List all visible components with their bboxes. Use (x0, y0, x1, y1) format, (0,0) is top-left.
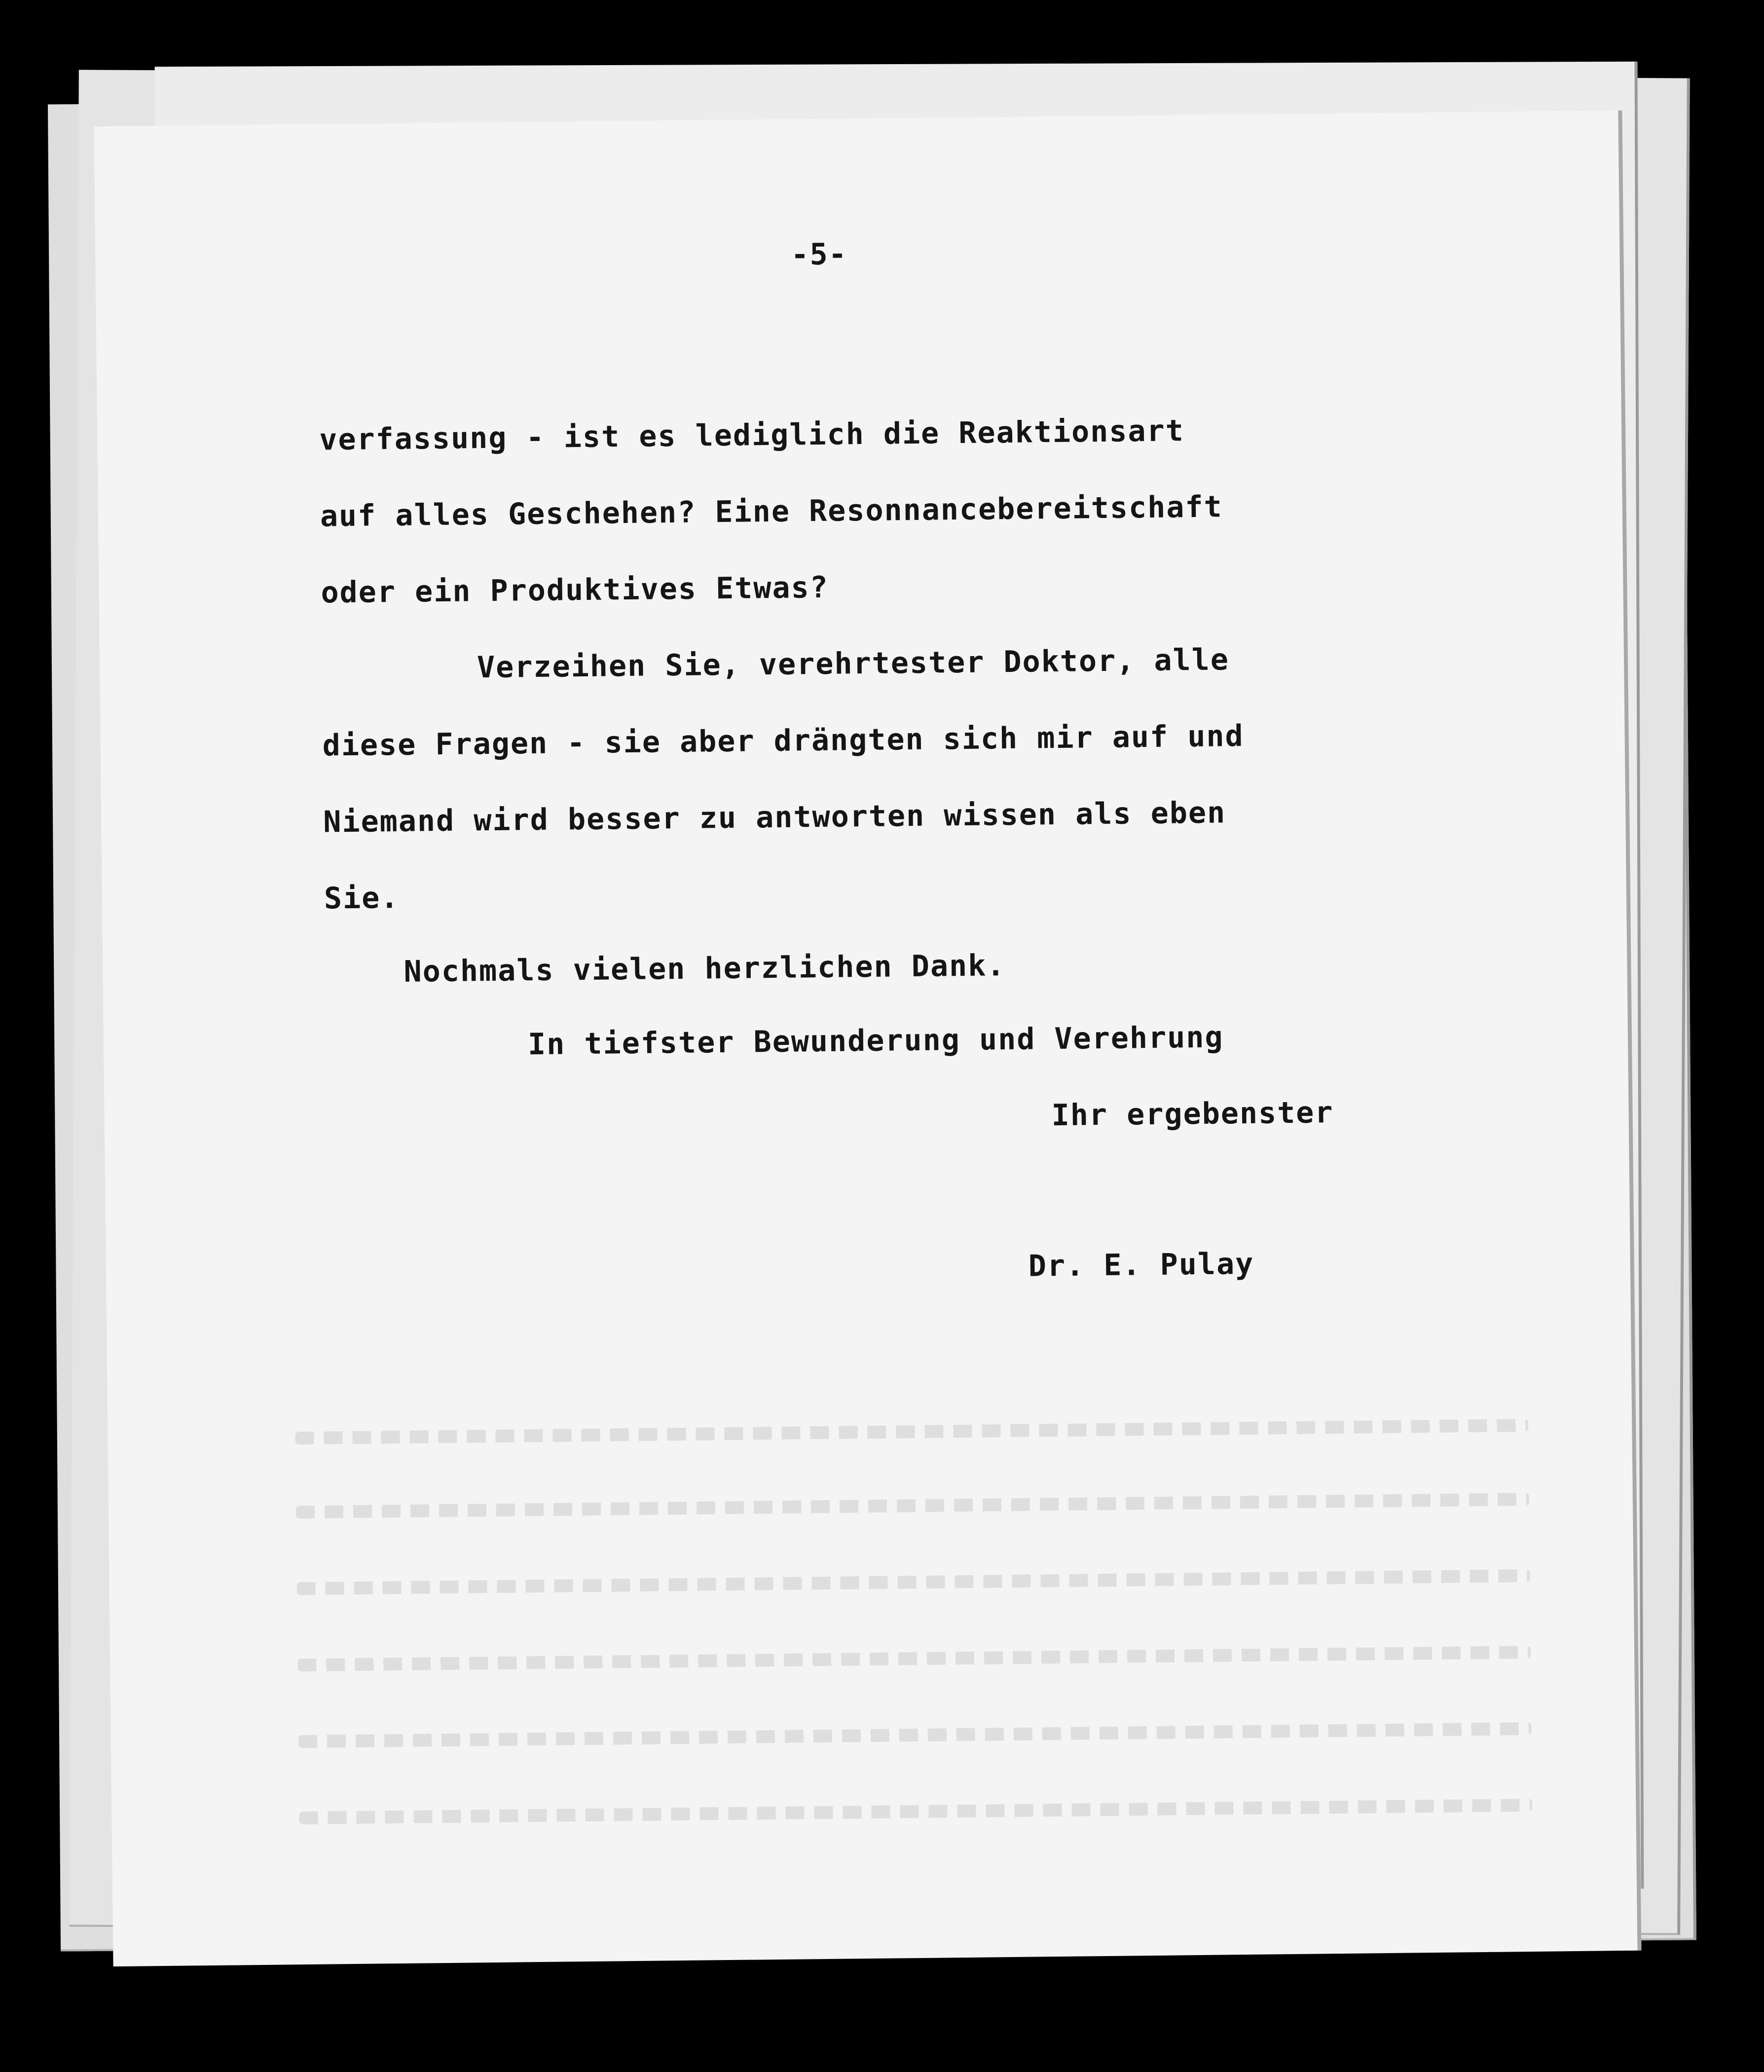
bleed-through-line (299, 1799, 1532, 1824)
valediction: Ihr ergebenster (1051, 1095, 1334, 1133)
bleed-through-line (295, 1419, 1528, 1444)
body-line: Verzeihen Sie, verehrtester Doktor, alle (477, 642, 1230, 685)
body-line: Niemand wird besser zu antworten wissen als eben (323, 795, 1226, 840)
bleed-through-line (298, 1722, 1532, 1748)
signature: Dr. E. Pulay (1028, 1246, 1254, 1284)
letter-page (94, 111, 1642, 1966)
body-line: diese Fragen - sie aber drängten sich mir auf und (322, 718, 1245, 763)
body-line: oder ein Produktives Etwas? (321, 570, 829, 610)
body-line: Sie. (324, 880, 400, 916)
page-number: -5- (790, 237, 848, 272)
body-line: auf alles Geschehen? Eine Resonnancebereitschaft (320, 489, 1223, 534)
bleed-through-line (297, 1646, 1531, 1671)
thanks-line: Nochmals vielen herzlichen Dank. (404, 948, 1006, 989)
bleed-through-line (296, 1569, 1530, 1595)
closing-line: In tiefster Bewunderung und Verehrung (527, 1020, 1224, 1062)
bleed-through-line (296, 1493, 1529, 1518)
body-line: verfassung - ist es lediglich die Reaktionsart (319, 413, 1185, 457)
